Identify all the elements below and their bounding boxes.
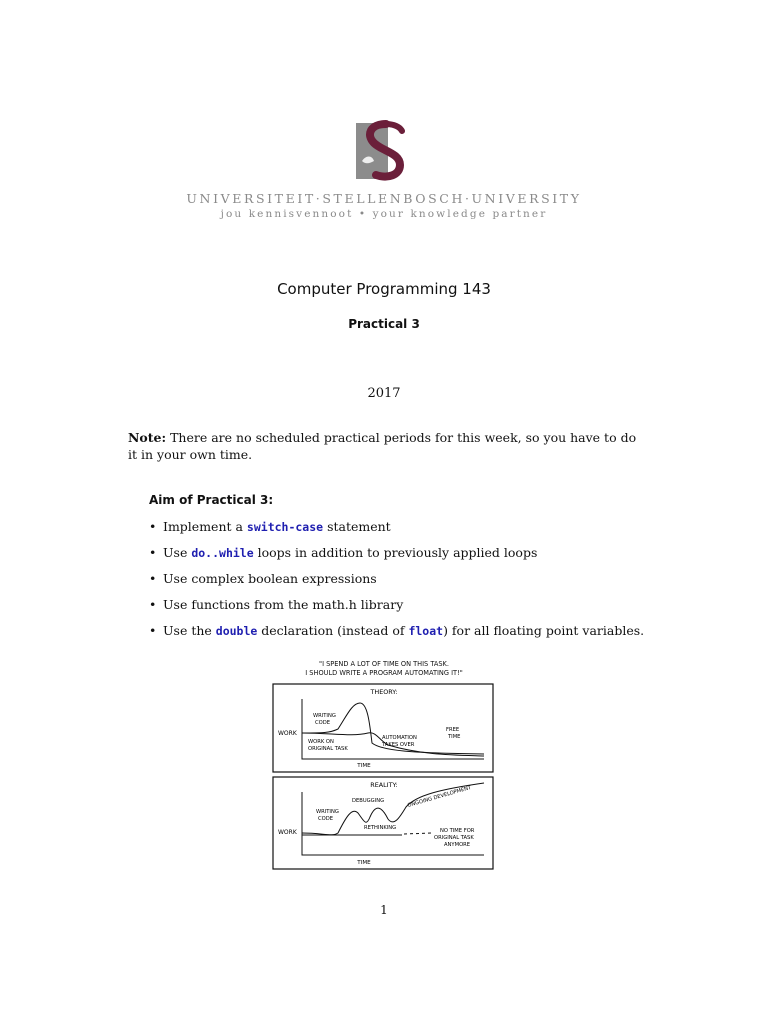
page-number: 1 [380, 903, 388, 917]
reality-title: REALITY: [370, 781, 398, 789]
aim-text: Use the [163, 623, 216, 638]
comic-caption-line1: "I SPEND A LOT OF TIME ON THIS TASK. [319, 660, 449, 668]
course-title: Computer Programming 143 [277, 280, 491, 298]
code-keyword: do..while [191, 546, 254, 560]
list-item [149, 596, 649, 622]
reality-panel [273, 777, 493, 869]
aim-text: loops in addition to previously applied loops [253, 545, 538, 560]
aim-text: Use [163, 545, 192, 560]
label-free: FREE [446, 727, 460, 733]
list-item [149, 622, 649, 648]
theory-title: THEORY: [370, 688, 398, 696]
code-keyword: double [215, 624, 258, 638]
label-writing: WRITING [316, 809, 339, 815]
bullet-icon: • [149, 545, 157, 560]
label-writing: WRITING [313, 713, 336, 719]
label-time: TIME [448, 734, 461, 740]
label-takes-over: TAKES OVER [382, 742, 415, 748]
aims-list [149, 518, 649, 648]
aim-text: declaration (instead of [257, 623, 409, 638]
note-text: There are no scheduled practical periods for this week, so you have to do it in your own time. [128, 430, 637, 462]
theory-ylabel: WORK [278, 730, 297, 737]
code-keyword: switch-case [246, 520, 324, 534]
bullet-icon: • [149, 519, 157, 534]
university-name: UNIVERSITEIT·STELLENBOSCH·UNIVERSITY [186, 191, 582, 206]
university-logo [356, 117, 412, 179]
label-debugging: DEBUGGING [352, 798, 385, 804]
bullet-icon: • [149, 571, 157, 586]
code-keyword: float [408, 624, 444, 638]
bullet-icon: • [149, 623, 157, 638]
aim-text: ) for all floating point variables. [443, 623, 645, 638]
label-ongoing-development: ONGOING DEVELOPMENT [406, 784, 472, 809]
logo-letter: S [372, 117, 373, 118]
theory-panel [273, 684, 493, 772]
list-item [149, 570, 649, 596]
aim-text: Implement a [163, 519, 247, 534]
bullet-icon: • [149, 597, 157, 612]
label-code: CODE [318, 816, 333, 822]
list-item [149, 518, 649, 544]
label-rethinking: RETHINKING [364, 825, 397, 831]
aim-text: Use complex boolean expressions [163, 571, 377, 586]
aims-heading: Aim of Practical 3: [149, 493, 274, 507]
label-no-time: NO TIME FOR [440, 828, 475, 834]
label-code: CODE [315, 720, 330, 726]
list-item [149, 544, 649, 570]
aim-text: statement [323, 519, 391, 534]
note-paragraph [128, 429, 648, 463]
reality-xlabel: TIME [357, 860, 371, 866]
label-original-task: ORIGINAL TASK [434, 835, 474, 841]
automation-comic [272, 657, 496, 871]
label-work-on: WORK ON [308, 739, 334, 745]
note-label: Note: [128, 430, 167, 445]
comic-caption-line2: I SHOULD WRITE A PROGRAM AUTOMATING IT!" [305, 669, 463, 677]
label-anymore: ANYMORE [444, 842, 471, 848]
theory-xlabel: TIME [357, 763, 371, 769]
aim-text: Use functions from the math.h library [163, 597, 404, 612]
year: 2017 [367, 386, 401, 401]
practical-title: Practical 3 [348, 317, 420, 331]
university-tagline: jou kennisvennoot • your knowledge partner [220, 208, 548, 220]
label-automation: AUTOMATION [382, 735, 417, 741]
reality-ylabel: WORK [278, 829, 297, 836]
label-original-task: ORIGINAL TASK [308, 746, 348, 752]
